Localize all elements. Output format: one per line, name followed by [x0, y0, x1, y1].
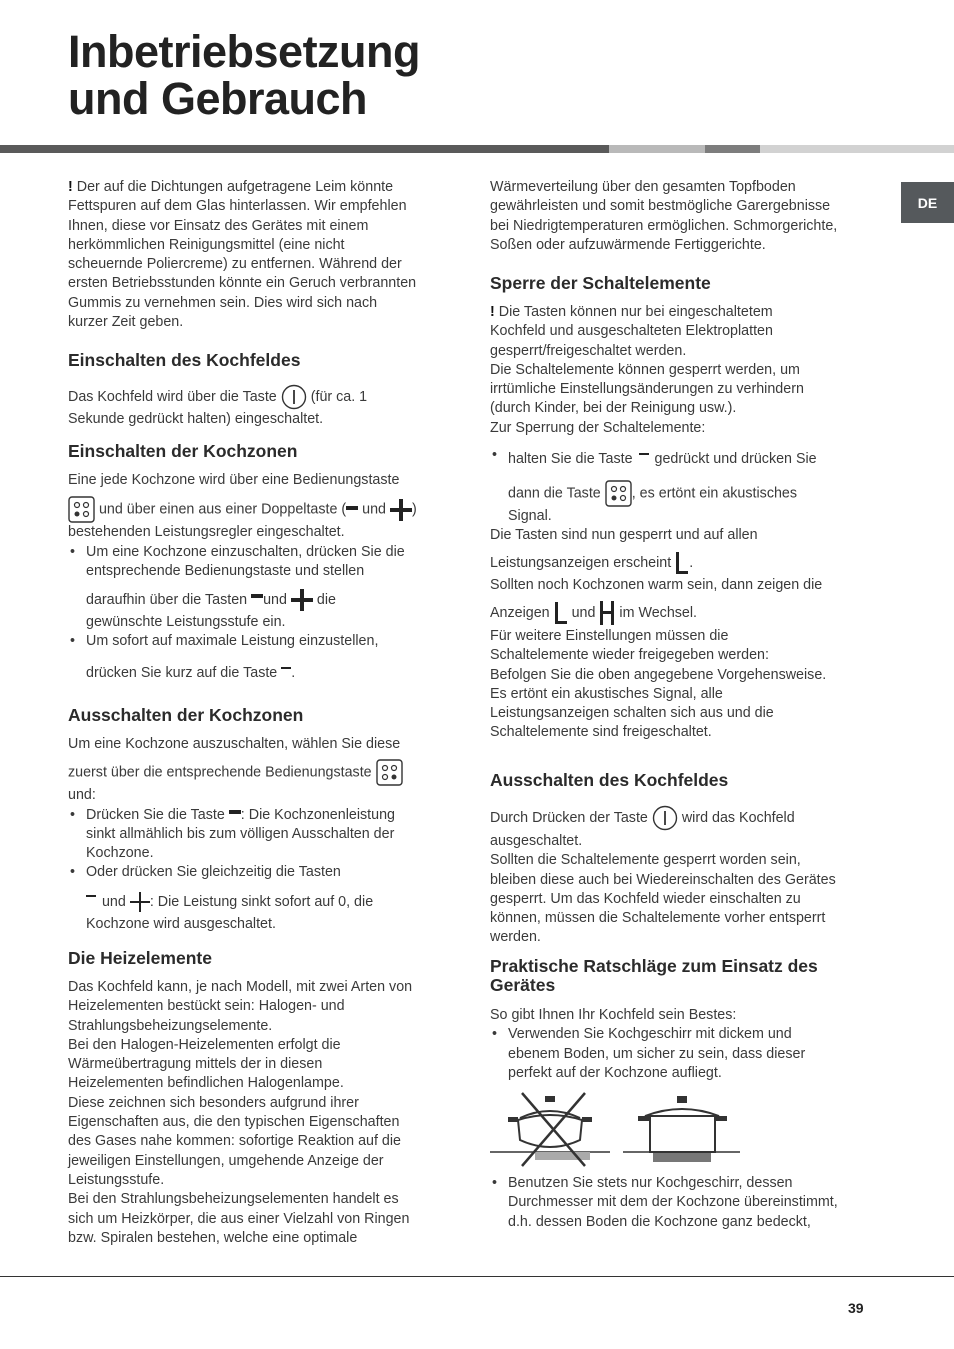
section-heading: Sperre der Schaltelemente: [490, 273, 711, 293]
plus-icon: [390, 499, 412, 521]
page-number: 39: [848, 1300, 864, 1316]
header-bar-dark: [0, 145, 609, 153]
language-tab: DE: [901, 182, 954, 223]
minus-icon: [229, 810, 241, 820]
lock-display-L-icon: [675, 551, 689, 575]
list-item: • Benutzen Sie stets nur Kochgeschirr, dessen Durchmesser mit dem der Kochzone übereinstimmt, d.h. dessen Boden die Kochzone ganz bedeckt,: [490, 1174, 875, 1232]
list-item: • halten Sie die Taste gedrückt und drücken Sie dann die Taste , es ertönt ein akustisches Signal.: [490, 446, 875, 526]
cookware-illustration: [490, 1090, 740, 1170]
section-body: [490, 1174, 875, 1232]
list-item: • Drücken Sie die Taste : Die Kochzonenleistung sinkt allmählich bis zum völligen Ausschalten der Kochzone.: [68, 806, 458, 864]
section-body: Eine jede Kochzone wird über eine Bedienungstaste und über einen aus einer Doppeltaste ( und ) bestehenden Leistungsregler eingeschaltet. • Um eine Kochzone einzuschalten, drücken Sie die entsprechende Bedienungstaste und stellen daraufhin über die Tasten und die gewünschte Leistungsstufe ein. • Um sofort auf maximale Leistung einzustellen, drücken Sie kurz auf die Taste .: [68, 471, 458, 686]
power-icon: [652, 805, 678, 831]
header-bar-pale: [760, 145, 954, 153]
warning-mark: !: [490, 304, 495, 320]
section-body: Durch Drücken der Taste wird das Kochfeld ausgeschaltet. Sollten die Schaltelemente gesperrt worden sein, bleiben diese auch bei Wiedereinschalten des Gerätes gesperrt. Um das Kochfeld wieder einschalten zu können, müssen die Schaltelemente vorher entsperrt werden.: [490, 804, 875, 948]
minus-icon: [251, 593, 263, 607]
page-title: Inbetriebsetzung und Gebrauch: [68, 26, 421, 124]
section-body: Um eine Kochzone auszuschalten, wählen Sie diese zuerst über die entsprechende Bedienungstaste und: • Drücken Sie die Taste : Die Kochzonenleistung sinkt allmählich bis zum völligen Ausschalten der Kochzone. • Oder drücken Sie gleichzeitig die Tasten und : Die Leistung sinkt sofort auf 0, die Kochzone wird ausgeschaltet.: [68, 735, 458, 934]
section-body: Das Kochfeld kann, je nach Modell, mit zwei Arten von Heizelementen bestückt sein: Halogen- und Strahlungsbeheizungselemente. Bei den Halogen-Heizelementen erfolgt die Wärmeübertragung mittels der in diesen Heizelementen befindlichen Halogenlampe. Diese zeichnen sich besonders aufgrund ihrer Eigenschaften aus, die den typischen Eigenschaften des Gases nahe kommen: sofortige Reaktion auf die jeweiligen Einstellungen, umgehende Anzeige der Leistungsstufe. Bei den Strahlungsbeheizungselementen handelt es sich um Heizkörper, die aus einer Vielzahl von Ringen bzw. Spiralen bestehen, welche eine optimale: [68, 979, 413, 1246]
zone-select-icon: [68, 496, 95, 523]
zone-select-icon: [605, 480, 632, 507]
plus-icon: [291, 589, 313, 611]
section-body: ! Die Tasten können nur bei eingeschaltetem Kochfeld und ausgeschalteten Elektroplatten gesperrt/freigeschaltet werden. Die Schaltelemente können gesperrt werden, um irrtümliche Einstellungsänderungen zu verhindern (durch Kinder, bei der Reinigung usw.). Zur Sperrung der Schaltelemente: • halten Sie die Taste gedrückt und drücken Sie dann die Taste , es ertönt ein akustisches Signal. Die Tasten sind nun gesperrt und auf allen Leistungsanzeigen erscheint . Sollten noch Kochzonen warm sein, dann zeigen die Anzeigen und im Wechsel. Für weitere Einstellungen müssen die Schaltelemente wieder freigegeben werden: Befolgen Sie die oben angegebene Vorgehensweise. Es ertönt ein akustisches Signal, alle Leistungsanzeigen schalten sich aus und die Schaltelemente sind freigeschaltet.: [490, 303, 875, 743]
wrong-pot-icon: [490, 1093, 610, 1166]
intro-text: ! Der auf die Dichtungen aufgetragene Leim könnte Fettspuren auf dem Glas hinterlassen. Wir empfehlen Ihnen, diese vor Einsatz des Gerätes mit einem herkömmlichen Reinigungsmittel (eine nicht scheuernde Poliercreme) zu entfernen. Während der ersten Betriebsstunden könnte ein Geruch verbrannten Gummis zu vernehmen sein. Dies wird sich nach kurzer Zeit geben.: [68, 179, 417, 331]
header-bar-light: [609, 145, 705, 153]
list-item: • Oder drücken Sie gleichzeitig die Tasten und : Die Leistung sinkt sofort auf 0, die Kochzone wird ausgeschaltet.: [68, 863, 458, 934]
section-heading: Die Heizelemente: [68, 948, 212, 968]
list-item: • Um sofort auf maximale Leistung einzustellen, drücken Sie kurz auf die Taste .: [68, 632, 458, 685]
plus-icon: [130, 892, 150, 912]
power-icon: [281, 384, 307, 410]
section-heading: Praktische Ratschläge zum Einsatz des Gerätes: [490, 956, 818, 995]
minus-icon: [281, 666, 291, 680]
right-column: Wärmeverteilung über den gesamten Topfboden gewährleisten und somit bestmögliche Garergebnisse bei Niedrigtemperaturen ermöglichen. Schmorgerichte, Soßen oder aufzuwärmende Fertiggerichte.: [490, 179, 838, 253]
warning-mark: !: [68, 179, 73, 195]
section-heading: Ausschalten der Kochzonen: [68, 705, 304, 725]
heat-display-H-icon: [599, 600, 615, 626]
section-heading: Einschalten des Kochfeldes: [68, 350, 301, 370]
zone-select-icon: [376, 759, 403, 786]
list-item: • Um eine Kochzone einzuschalten, drücken Sie die entsprechende Bedienungstaste und stellen daraufhin über die Tasten und die gewünschte Leistungsstufe ein.: [68, 543, 458, 633]
section-heading: Einschalten der Kochzonen: [68, 441, 298, 461]
header-bar-mid: [705, 145, 760, 153]
left-column: [68, 178, 448, 332]
minus-icon: [346, 503, 358, 517]
section-heading: Ausschalten des Kochfeldes: [490, 770, 729, 790]
minus-icon: [86, 895, 98, 909]
minus-icon: [637, 449, 651, 469]
section-body: So gibt Ihnen Ihr Kochfeld sein Bestes: • Verwenden Sie Kochgeschirr mit dickem und ebenem Boden, um sicher zu sein, dass dieser perfekt auf der Kochzone aufliegt.: [490, 1006, 875, 1083]
footer-divider: [0, 1276, 954, 1277]
list-item: • Verwenden Sie Kochgeschirr mit dickem und ebenem Boden, um sicher zu sein, dass dieser perfekt auf der Kochzone aufliegt.: [490, 1025, 875, 1083]
section-body: Das Kochfeld wird über die Taste (für ca. 1 Sekunde gedrückt halten) eingeschaltet.: [68, 384, 448, 430]
correct-pot-icon: [623, 1096, 740, 1162]
lock-display-L-icon: [554, 601, 568, 625]
